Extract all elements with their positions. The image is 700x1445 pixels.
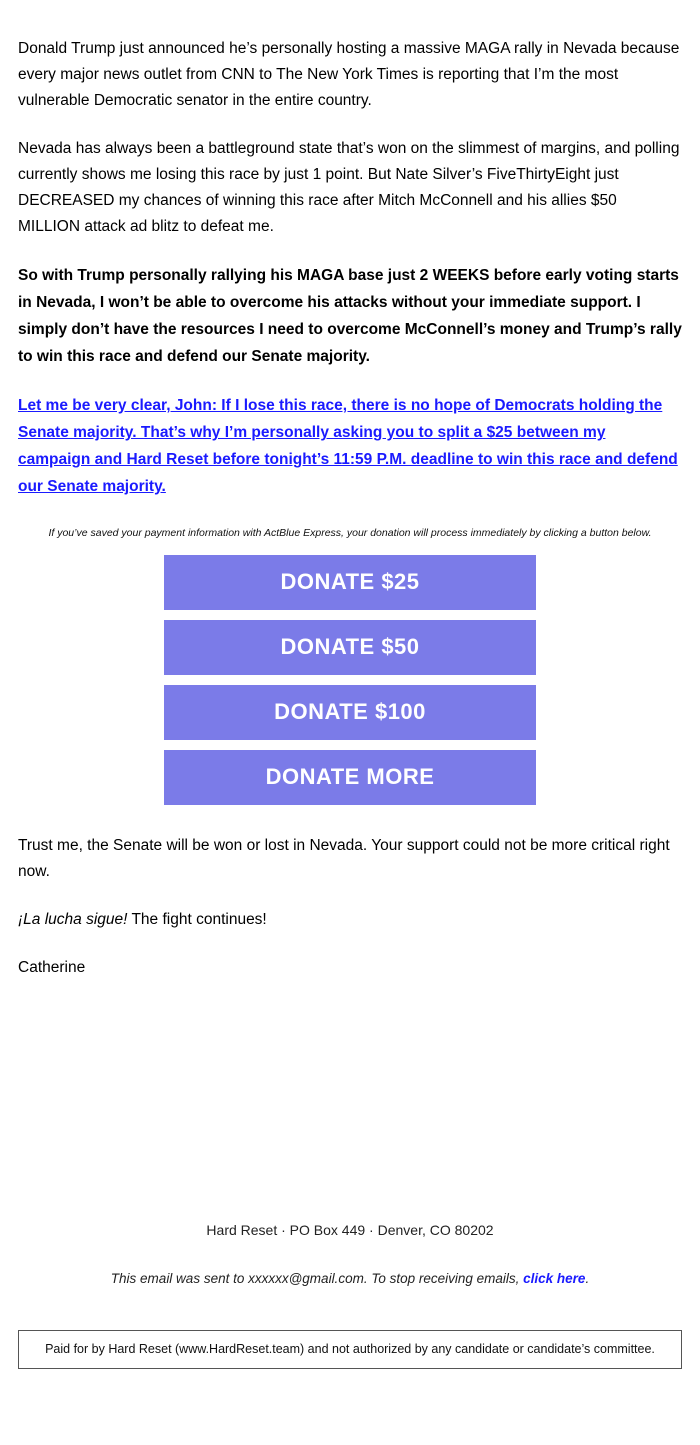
- signature: Catherine: [18, 959, 86, 976]
- unsubscribe-line: [0, 1271, 700, 1286]
- footer-address: Hard Reset · PO Box 449 · Denver, CO 80202: [206, 1222, 494, 1238]
- unsubscribe-link[interactable]: click here: [523, 1271, 586, 1286]
- donate-button-stack: [164, 555, 536, 805]
- unsubscribe-prefix: This email was sent to xxxxxx@gmail.com. To stop receiving emails,: [110, 1271, 524, 1286]
- split-donation-ask-link[interactable]: Let me be very clear, John: If I lose this race, there is no hope of Democrats holding the Senate majority. That’s why I’m personally asking you to split a $25 between my campaign and Hard Reset before tonight’s 11:59 P.M. deadline to win this race and defend our Senate majority.: [18, 397, 678, 495]
- paragraph-2: Nevada has always been a battleground state that’s won on the slimmest of margins, and polling currently shows me losing this race by just 1 point. But Nate Silver’s FiveThirtyEight just DECREASED my chances of winning this race after Mitch McConnell and his allies $50 MILLION attack ad blitz to defeat me.: [18, 140, 680, 235]
- spanish-line: ¡La lucha sigue!: [18, 911, 128, 928]
- unsubscribe-suffix: .: [585, 1271, 590, 1286]
- spanish-line-translation: The fight continues!: [127, 911, 267, 928]
- donate-more-button[interactable]: DONATE MORE: [164, 750, 536, 805]
- vertical-spacer: [0, 981, 700, 1211]
- paid-for-disclaimer: Paid for by Hard Reset (www.HardReset.team) and not authorized by any candidate or candidate’s committee.: [18, 1330, 682, 1369]
- paragraph-1: Donald Trump just announced he’s personally hosting a massive MAGA rally in Nevada because every major news outlet from CNN to The New York Times is reporting that I’m the most vulnerable Democratic senator in the entire country.: [18, 40, 680, 109]
- paragraph-3-bold: So with Trump personally rallying his MAGA base just 2 WEEKS before early voting starts in Nevada, I won’t be able to overcome his attacks without your immediate support. I simply don’t have the resources I need to overcome McConnell’s money and Trump’s rally to win this race and defend our Senate majority.: [18, 267, 682, 365]
- spanish-line-row: [18, 907, 682, 933]
- donate-50-button[interactable]: DONATE $50: [164, 620, 536, 675]
- donate-25-button[interactable]: DONATE $25: [164, 555, 536, 610]
- donate-100-button[interactable]: DONATE $100: [164, 685, 536, 740]
- email-closing-block: [0, 815, 700, 981]
- actblue-express-note: If you’ve saved your payment information with ActBlue Express, your donation will process immediately by clicking a button below.: [48, 527, 652, 539]
- email-copy-block: [0, 0, 700, 500]
- closing-paragraph: Trust me, the Senate will be won or lost in Nevada. Your support could not be more critical right now.: [18, 837, 670, 880]
